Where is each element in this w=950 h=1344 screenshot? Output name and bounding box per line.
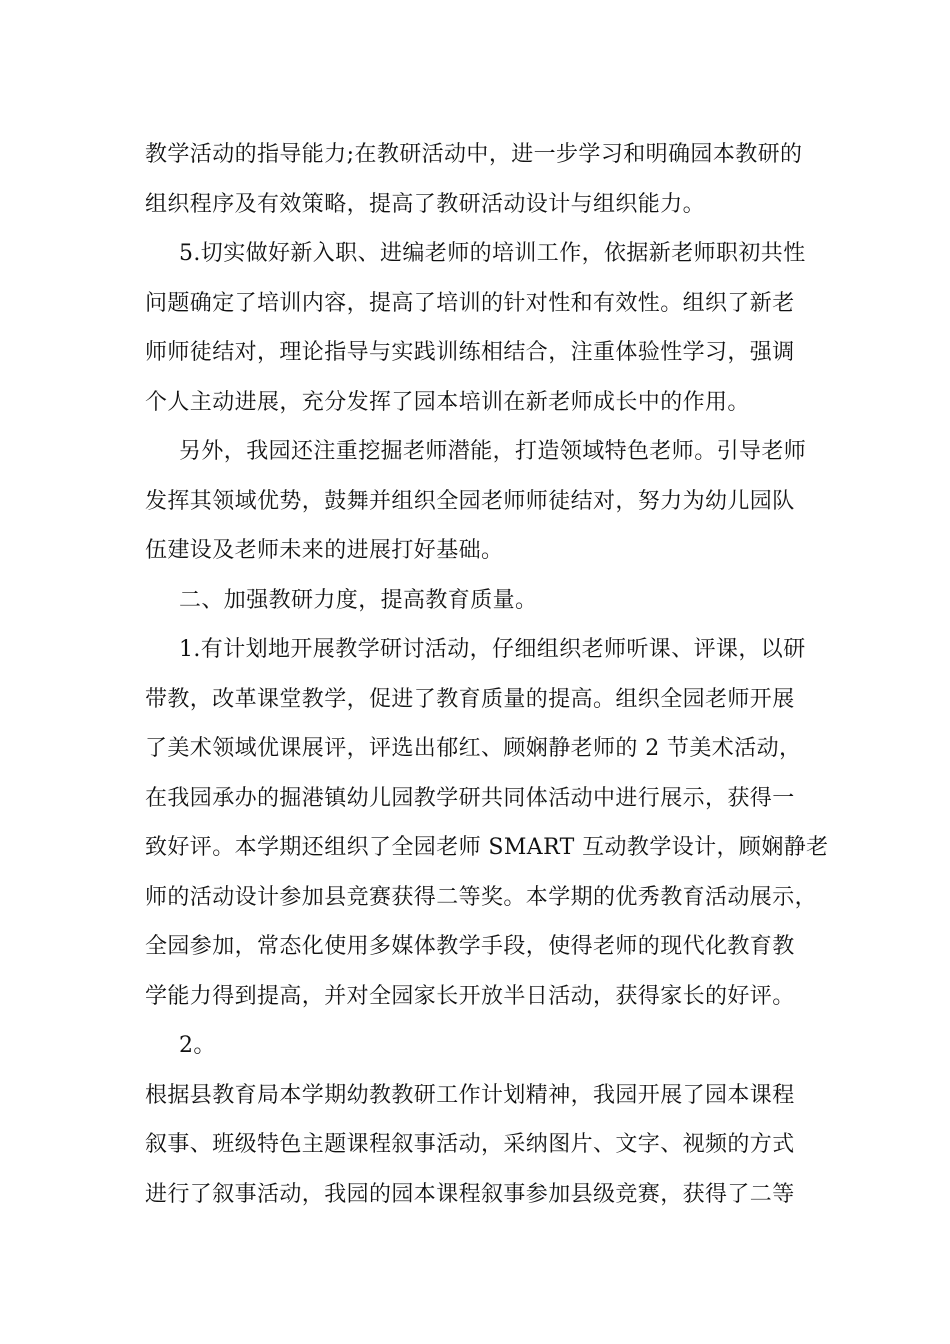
text-line: 进行了叙事活动，我园的园本课程叙事参加县级竞赛，获得了二等 [145,1181,795,1207]
text-line: 致好评。本学期还组织了全园老师 SMART 互动教学设计，顾娴静老 [145,835,829,860]
text-line: 师的活动设计参加县竞赛获得二等奖。本学期的优秀教育活动展示， [145,884,818,910]
text-line: 全园参加，常态化使用多媒体教学手段，使得老师的现代化教育教 [145,934,795,959]
text-line: 组织程序及有效策略，提高了教研活动设计与组织能力。 [145,191,706,217]
text-line: 了美术领域优课展评，评选出郁红、顾娴静老师的 2 节美术活动， [145,736,802,761]
text-line: 1.有计划地开展教学研讨活动，仔细组织老师听课、评课，以研 [179,637,806,662]
text-line: 教学活动的指导能力;在教研活动中，进一步学习和明确园本教研的 [145,142,803,167]
text-line: 另外，我园还注重挖掘老师潜能，打造领域特色老师。引导老师 [179,439,807,464]
text-line: 发挥其领域优势，鼓舞并组织全园老师师徒结对，努力为幼儿园队 [145,488,795,514]
text-line: 带教，改革课堂教学，促进了教育质量的提高。组织全园老师开展 [145,686,795,712]
text-line: 叙事、班级特色主题课程叙事活动，采纳图片、文字、视频的方式 [145,1132,795,1157]
text-line: 师师徒结对，理论指导与实践训练相结合，注重体验性学习，强调 [145,340,795,365]
section-heading: 二、加强教研力度，提高教育质量。 [179,587,538,613]
text-line: 个人主动进展，充分发挥了园本培训在新老师成长中的作用。 [145,389,750,415]
text-line: 5.切实做好新入职、进编老师的培训工作，依据新老师职初共性 [179,241,806,266]
text-line: 根据县教育局本学期幼教教研工作计划精神，我园开展了园本课程 [145,1082,795,1108]
text-line: 2。 [179,1033,216,1058]
text-line: 问题确定了培训内容，提高了培训的针对性和有效性。组织了新老 [145,290,795,316]
text-line: 伍建设及老师未来的进展打好基础。 [145,538,504,563]
document-body [145,130,829,1219]
text-line: 学能力得到提高，并对全园家长开放半日活动，获得家长的好评。 [145,983,795,1009]
text-line: 在我园承办的掘港镇幼儿园教学研共同体活动中进行展示，获得一 [145,785,795,811]
